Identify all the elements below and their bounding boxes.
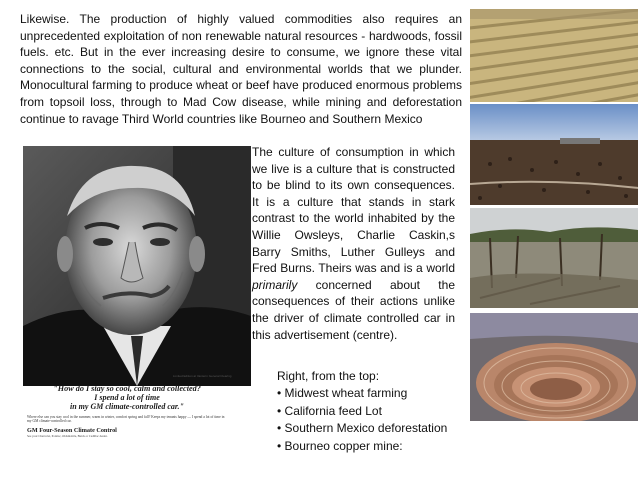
poster-text-block bbox=[27, 376, 227, 438]
man-portrait-image bbox=[23, 146, 251, 386]
intro-paragraph: Likewise. The production of highly valued commodities also requires an unprecedented exploitation of non renewable natural resources - hardwoods, fossil fuels. etc. But in the ever increasing desire to consume, we ignore these vital connections to the social, cultural and environmental worlds that we plunder. Monocultural farming to produce wheat or beef have produced enormous problems from topsoil loss, through to Mad Cow disease, while mining and deforestation continue to ravage Third World countries like Bourneo and Southern Mexico bbox=[20, 12, 462, 126]
poster-quote: "How do I stay so cool, calm and collected? bbox=[53, 384, 201, 393]
culture-text-before: The culture of consumption in which we live is a culture that is constructed to be blind to its own consequences. It is a culture that stands in stark contrast to the world inhabited by the Willie Owsleys, Charlie Caskin,s Barry Smiths, Luther Gulleys and Fred Burns. Theirs was and is a world bbox=[252, 145, 455, 276]
copper-mine-photo bbox=[470, 313, 638, 421]
poster-body: Where else can you stay cool in the summer, warm in winter, comfort spring and fall? Keeps my tenants happy — I spend a lot of time in my GM climate-controlled car. bbox=[27, 415, 225, 424]
gm-advertisement bbox=[23, 146, 251, 446]
caption-heading: Right, from the top: bbox=[277, 369, 380, 383]
poster-answer-line2: in my GM climate-controlled car." bbox=[70, 402, 184, 411]
culture-text-after: concerned about the consequences of their actions unlike the driver of climate controlled car in this advertisement (centre). bbox=[252, 277, 455, 342]
culture-emphasis: primarily bbox=[252, 277, 298, 292]
poster-answer-line1: I spend a lot of time bbox=[94, 393, 160, 402]
caption-item-feedlot: • California feed Lot bbox=[277, 403, 477, 420]
caption-list bbox=[277, 385, 477, 455]
poster-credit: Limited Edition at Vanterm General Clearing bbox=[173, 374, 232, 378]
deforestation-photo bbox=[470, 208, 638, 308]
feedlot-photo bbox=[470, 104, 638, 205]
wheat-farming-photo bbox=[470, 9, 638, 102]
caption-item-copper-mine: • Bourneo copper mine: bbox=[277, 438, 477, 455]
culture-paragraph bbox=[252, 144, 455, 343]
caption-item-wheat: • Midwest wheat farming bbox=[277, 385, 477, 402]
poster-brand: GM Four-Season Climate Control bbox=[27, 426, 117, 434]
photo-caption bbox=[277, 368, 477, 455]
caption-item-deforestation: • Southern Mexico deforestation bbox=[277, 420, 477, 437]
poster-brand-sub: See your Chevrolet, Pontiac, Oldsmobile, Buick or Cadillac dealer. bbox=[27, 433, 108, 438]
